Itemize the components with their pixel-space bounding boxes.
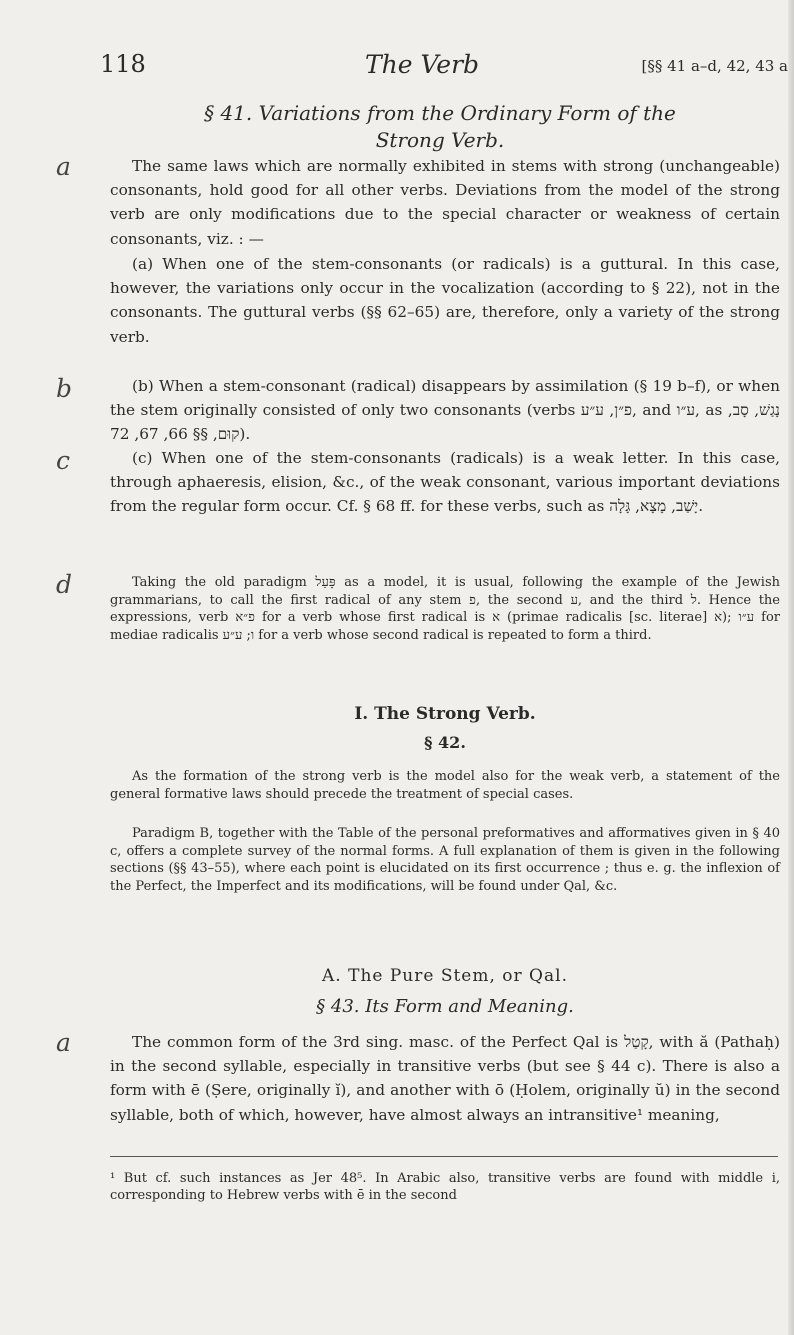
- paragraph-41a: The same laws which are normally exhibited in stems with strong (unchangeable) consonants, hold good for all other verbs. Deviations from the model of the strong verb are only modifications due to the special character or weakness of certain consonants, viz. : —: [110, 157, 780, 248]
- paragraph-41a-guttural: (a) When one of the stem-consonants (or radicals) is a guttural. In this case, however, the variations only occur in the vocalization (according to § 22), not in the consonants. The guttural verbs (§§ 62–65) are, therefore, only a variety of the strong verb.: [110, 255, 780, 346]
- section-43-title: § 43. Its Form and Meaning.: [316, 996, 574, 1017]
- page-number: 118: [100, 50, 146, 78]
- paragraph-41c: (c) When one of the stem-consonants (radicals) is a weak letter. In this case, through aphaeresis, elision, &c., of the weak consonant, various important deviations from the regular form occur. Cf. § 68 ff. for these verbs, such as יָשַׁב, מָצָא, גָּלָה.: [110, 449, 780, 516]
- paragraph-42-intro: As the formation of the strong verb is the model also for the weak verb, a statement of the general formative laws should precede the treatment of special cases.: [110, 769, 780, 802]
- section-41-title: [150, 100, 730, 154]
- section-41-title-line2: Strong Verb.: [375, 128, 505, 152]
- paragraph-41b: (b) When a stem-consonant (radical) disappears by assimilation (§ 19 b–f), or when the stem originally consisted of only two consonants (verbs פ״ן, ע״ע, and ע״ו, as נָגַשׁ, סָב, קוּם, §§ 66, 67, 72).: [110, 377, 781, 444]
- section-reference: [§§ 41 a–d, 42, 43 a: [641, 57, 788, 75]
- section-42-number: § 42.: [424, 733, 466, 752]
- paragraph-41d: Taking the old paradigm פָּעַל as a model, it is usual, following the example of the Jewish grammarians, to call the first radical of any stem פ, the second ע, and the third ל. Hence the expressions, verb פ״א for a verb whose first radical is א (primae radicalis [sc. literae] א); ע״ו for mediae radicalis ו; ע״ע for a verb whose second radical is repeated to form a third.: [110, 575, 780, 643]
- running-head: [100, 50, 790, 90]
- page-edge: [788, 0, 794, 1335]
- margin-letter-a-43: a: [56, 1028, 71, 1057]
- margin-letter-b: b: [56, 374, 73, 403]
- footnote-1: ¹ But cf. such instances as Jer 48⁵. In Arabic also, transitive verbs are found with middle i, corresponding to Hebrew verbs with ē in the second: [110, 1171, 780, 1203]
- margin-letter-c: c: [56, 446, 71, 475]
- margin-letter-d: d: [56, 570, 73, 599]
- part-1-heading: I. The Strong Verb.: [354, 704, 536, 724]
- running-title: The Verb: [365, 50, 480, 79]
- paragraph-42-paradigm: Paradigm B, together with the Table of the personal preformatives and afformatives given in § 40 c, offers a complete survey of the normal forms. A full explanation of them is given in the following sections (§§ 43–55), where each point is elucidated on its first occurrence ; thus e. g. the inflexion of the Perfect, the Imperfect and its modifications, will be found under Qal, &c.: [110, 826, 780, 894]
- footnote-rule: [110, 1156, 778, 1157]
- part-a-heading: A. The Pure Stem, or Qal.: [322, 966, 568, 986]
- paragraph-43a: The common form of the 3rd sing. masc. of the Perfect Qal is קָטַל, with ă (Pathaḥ) in the second syllable, especially in transitive verbs (but see § 44 c). There is also a form with ē (Ṣere, originally ĭ), and another with ō (Ḥolem, originally ŭ) in the second syllable, both of which, however, have almost always an intransitive¹ meaning,: [110, 1033, 780, 1124]
- section-41-title-line1: § 41. Variations from the Ordinary Form of the: [204, 101, 676, 125]
- margin-letter-a: a: [56, 152, 71, 181]
